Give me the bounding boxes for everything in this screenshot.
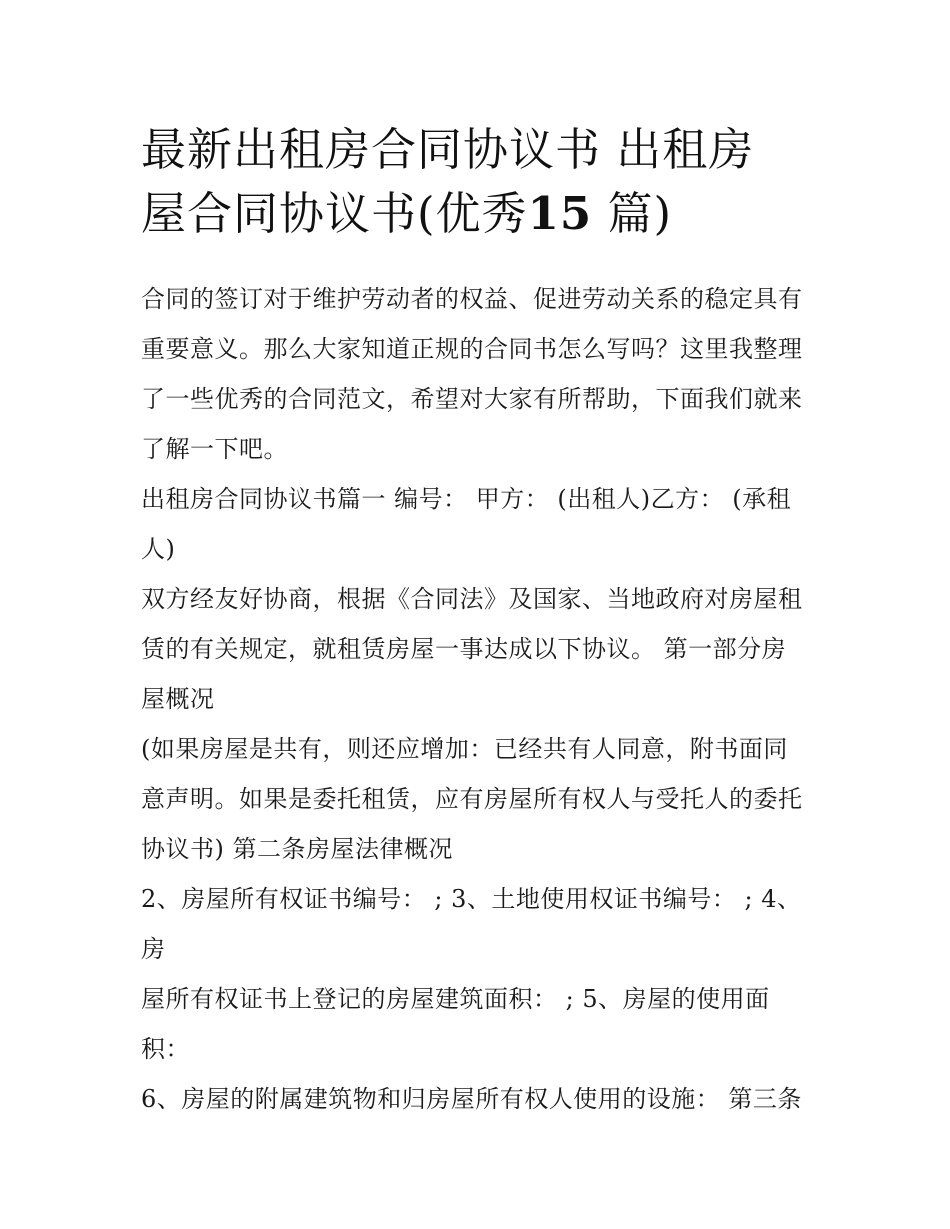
- text-line: 人): [141, 535, 176, 563]
- text-line: 合同的签订对于维护劳动者的权益、促进劳动关系的稳定具有: [141, 285, 803, 313]
- text-line: 2、房屋所有权证书编号： ; 3、土地使用权证书编号： ; 4、房: [141, 885, 802, 963]
- paragraph-shared-ownership: [141, 724, 813, 874]
- text-line: 意声明。如果是委托租赁，应有房屋所有权人与受托人的委托: [141, 785, 803, 813]
- text-line: 屋概况: [141, 685, 215, 713]
- document-page: [141, 118, 813, 1124]
- text-line: 赁的有关规定，就租赁房屋一事达成以下协议。 第一部分房: [141, 635, 787, 663]
- text-line: 积：: [141, 1035, 190, 1063]
- text-line: 双方经友好协商，根据《合同法》及国家、当地政府对房屋租: [141, 585, 803, 613]
- text-line: 重要意义。那么大家知道正规的合同书怎么写吗？这里我整理: [141, 335, 803, 363]
- paragraph-contract-header: [141, 474, 813, 574]
- title-line-2-text: 屋合同协议书(优秀: [141, 187, 528, 240]
- text-line: (如果房屋是共有，则还应增加：已经共有人同意，附书面同: [141, 735, 788, 763]
- title-line-2-number: 15: [527, 187, 593, 240]
- paragraph-intro: [141, 274, 813, 474]
- text-line: 协议书) 第二条房屋法律概况: [141, 835, 453, 863]
- text-line: 出租房合同协议书篇一 编号： 甲方： (出租人)乙方： (承租: [141, 485, 792, 513]
- document-title: [141, 118, 813, 246]
- title-line-2-suffix: 篇): [607, 187, 673, 240]
- text-line: 6、房屋的附属建筑物和归房屋所有权人使用的设施： 第三条: [141, 1085, 802, 1113]
- paragraph-agreement: [141, 574, 813, 724]
- text-line: 了解一下吧。: [141, 435, 288, 463]
- text-line: 了一些优秀的合同范文，希望对大家有所帮助，下面我们就来: [141, 385, 803, 413]
- text-line: 屋所有权证书上登记的房屋建筑面积： ; 5、房屋的使用面: [141, 985, 770, 1013]
- title-line-1: 最新出租房合同协议书 出租房: [141, 123, 755, 176]
- paragraph-facilities: [141, 1074, 813, 1124]
- document-body: [141, 274, 813, 1124]
- paragraph-certificates: [141, 874, 813, 1074]
